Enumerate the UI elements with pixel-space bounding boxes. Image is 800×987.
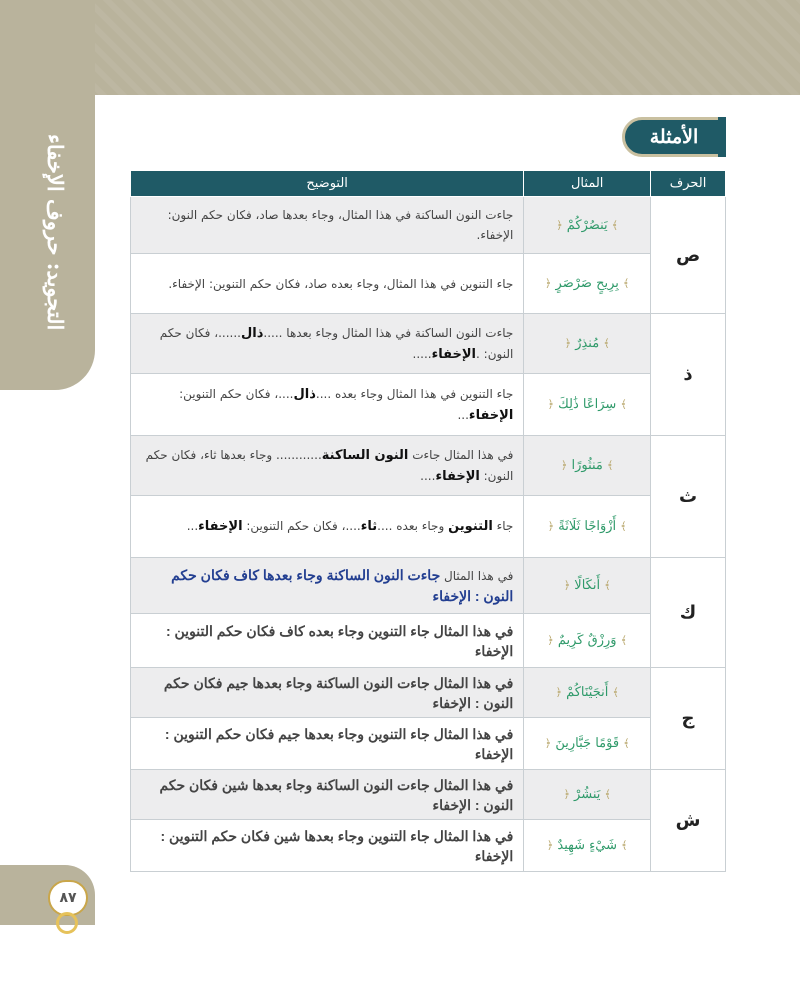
ornament-icon: ﴿ [546, 839, 554, 852]
explanation-cell: جاءت النون الساكنة في هذا المثال، وجاء بعدها صاد، فكان حكم النون: الإخفاء. [131, 197, 524, 254]
explanation-cell: في هذا المثال جاء التنوين وجاء بعده كاف فكان حكم التنوين : الإخفاء [131, 614, 524, 668]
section-heading-text: الأمثلة [649, 126, 699, 148]
ornament-icon: ﴾ [620, 520, 627, 533]
answer-text: الإخفاء [431, 346, 477, 362]
ornament-icon: ﴾ [623, 737, 630, 750]
explanation-text: وجاء بعده .... [377, 519, 449, 533]
header-letter: الحرف [651, 171, 726, 197]
example-text: شَيْءٍ شَهِيدٌ [557, 838, 617, 853]
explanation-cell: في هذا المثال جاءت النون الساكنة وجاء بعدها شين فكان حكم النون : الإخفاء [131, 770, 524, 820]
top-decorative-band [0, 0, 800, 95]
table-row [131, 770, 726, 820]
ornament-icon: ﴾ [604, 788, 611, 801]
table-row [131, 374, 726, 436]
table-row [131, 558, 726, 614]
ornament-icon: ﴿ [556, 218, 563, 232]
example-cell [524, 314, 651, 374]
explanation-text: .... [420, 468, 436, 483]
table-row [131, 254, 726, 314]
example-cell [524, 558, 651, 614]
example-text: وَرِزْقٌ كَرِيمٌ [557, 633, 617, 648]
example-text: يَنصُرْكُمْ [566, 217, 608, 233]
letter-cell: ص [651, 197, 726, 314]
answer-text: النون الساكنة [321, 447, 409, 463]
table-row [131, 668, 726, 718]
answer-text: ثاء [360, 519, 378, 534]
answer-text: الإخفاء [468, 407, 514, 423]
ornament-icon: ﴿ [544, 737, 552, 750]
ornament-icon: ﴾ [611, 218, 619, 232]
ornament-icon: ﴾ [612, 686, 619, 699]
example-text: أَزْوَاجًا ثَلَاثَةً [558, 519, 617, 534]
explanation-text: جاءت النون الساكنة في هذا المثال وجاء بعدها ..... [263, 325, 514, 340]
ornament-icon: ﴾ [603, 337, 610, 350]
answer-text: الإخفاء [435, 468, 480, 484]
ornament-icon: ﴿ [544, 277, 552, 290]
answer-text: الإخفاء [198, 519, 243, 534]
answer-text: جاءت النون الساكنة وجاء بعدها كاف فكان حكم النون : الإخفاء [171, 566, 514, 604]
letter-cell: ك [651, 558, 726, 668]
explanation-text: جاء [492, 519, 514, 533]
explanation-cell [131, 374, 524, 436]
ornament-icon: ﴿ [547, 634, 554, 647]
ornament-icon: ﴿ [555, 686, 562, 699]
explanation-text: ... [186, 519, 199, 533]
explanation-cell: جاء التنوين في هذا المثال، وجاء بعده صاد، فكان حكم التنوين: الإخفاء. [131, 254, 524, 314]
explanation-text: ............ وجاء بعدها ثاء، فكان حكم النون: [145, 447, 514, 483]
ornament-icon: ﴾ [604, 579, 611, 592]
ornament-icon: ﴾ [621, 839, 628, 852]
answer-text: التنوين [448, 519, 493, 534]
explanation-cell [131, 436, 524, 496]
table-row [131, 314, 726, 374]
ornament-icon: ﴿ [560, 459, 568, 472]
example-text: مَنثُورًا [571, 458, 603, 473]
example-text: بِرِيحٍ صَرْصَرٍ [555, 276, 619, 291]
explanation-cell: في هذا المثال جاءت النون الساكنة وجاء بعدها جيم فكان حكم النون : الإخفاء [131, 668, 524, 718]
explanation-cell [131, 558, 524, 614]
ornament-icon: ﴾ [607, 459, 614, 472]
ornament-icon: ﴿ [563, 788, 570, 801]
header-explanation: التوضيح [131, 171, 524, 197]
explanation-text: جاء التنوين في هذا المثال وجاء بعده .... [315, 386, 514, 401]
table-row [131, 197, 726, 254]
ornament-icon: ﴿ [564, 337, 572, 350]
explanation-cell: في هذا المثال جاء التنوين وجاء بعدها جيم فكان حكم التنوين : الإخفاء [131, 718, 524, 770]
ornament-icon: ﴿ [547, 520, 555, 533]
ornament-icon: ﴾ [620, 398, 627, 411]
examples-table [130, 170, 726, 872]
letter-cell: ث [651, 436, 726, 558]
example-cell [524, 718, 651, 770]
example-text: يَنشُرْ [574, 787, 601, 802]
example-cell [524, 614, 651, 668]
explanation-text: ....، فكان حكم التنوين: [242, 519, 361, 533]
example-cell [524, 820, 651, 872]
answer-text: ذال [241, 325, 264, 341]
logo-icon [56, 912, 78, 934]
answer-text: ذال [293, 386, 316, 402]
example-cell [524, 374, 651, 436]
chapter-side-title: التجويد: حروف الإخفاء [43, 133, 68, 331]
explanation-text: ....، فكان حكم التنوين: [179, 386, 294, 401]
example-cell [524, 668, 651, 718]
letter-cell: ذ [651, 314, 726, 436]
example-text: قَوْمًا جَبَّارِينَ [555, 736, 620, 751]
explanation-text: ... [457, 407, 469, 422]
example-text: أَنجَيْنَاكُمْ [566, 685, 609, 700]
example-text: أَنكَالًا [574, 578, 601, 593]
example-cell [524, 496, 651, 558]
example-text: سِرَاعًا ذَٰلِكَ [558, 397, 617, 412]
explanation-cell [131, 314, 524, 374]
letter-cell: ش [651, 770, 726, 872]
table-row [131, 436, 726, 496]
explanation-text: في هذا المثال [440, 568, 514, 583]
explanation-cell: في هذا المثال جاء التنوين وجاء بعدها شين فكان حكم التنوين : الإخفاء [131, 820, 524, 872]
example-text: مُنذِرٌ [575, 336, 600, 351]
example-cell [524, 770, 651, 820]
letter-cell: ج [651, 668, 726, 770]
explanation-text: ......، فكان حكم النون: . [159, 325, 514, 361]
ornament-icon: ﴿ [563, 579, 571, 592]
table-row [131, 820, 726, 872]
page-number: ٨٧ [48, 880, 88, 916]
explanation-text: ..... [412, 346, 432, 361]
ornament-icon: ﴾ [620, 634, 628, 647]
table-row [131, 614, 726, 668]
table-header-row [131, 171, 726, 197]
explanation-cell [131, 496, 524, 558]
example-cell [524, 436, 651, 496]
ornament-icon: ﴾ [623, 277, 630, 290]
table-row [131, 496, 726, 558]
table-row [131, 718, 726, 770]
header-example: المثال [524, 171, 651, 197]
explanation-text: في هذا المثال جاءت [412, 447, 514, 462]
ornament-icon: ﴿ [547, 398, 554, 411]
section-heading [622, 117, 726, 157]
example-cell [524, 197, 651, 254]
example-cell [524, 254, 651, 314]
